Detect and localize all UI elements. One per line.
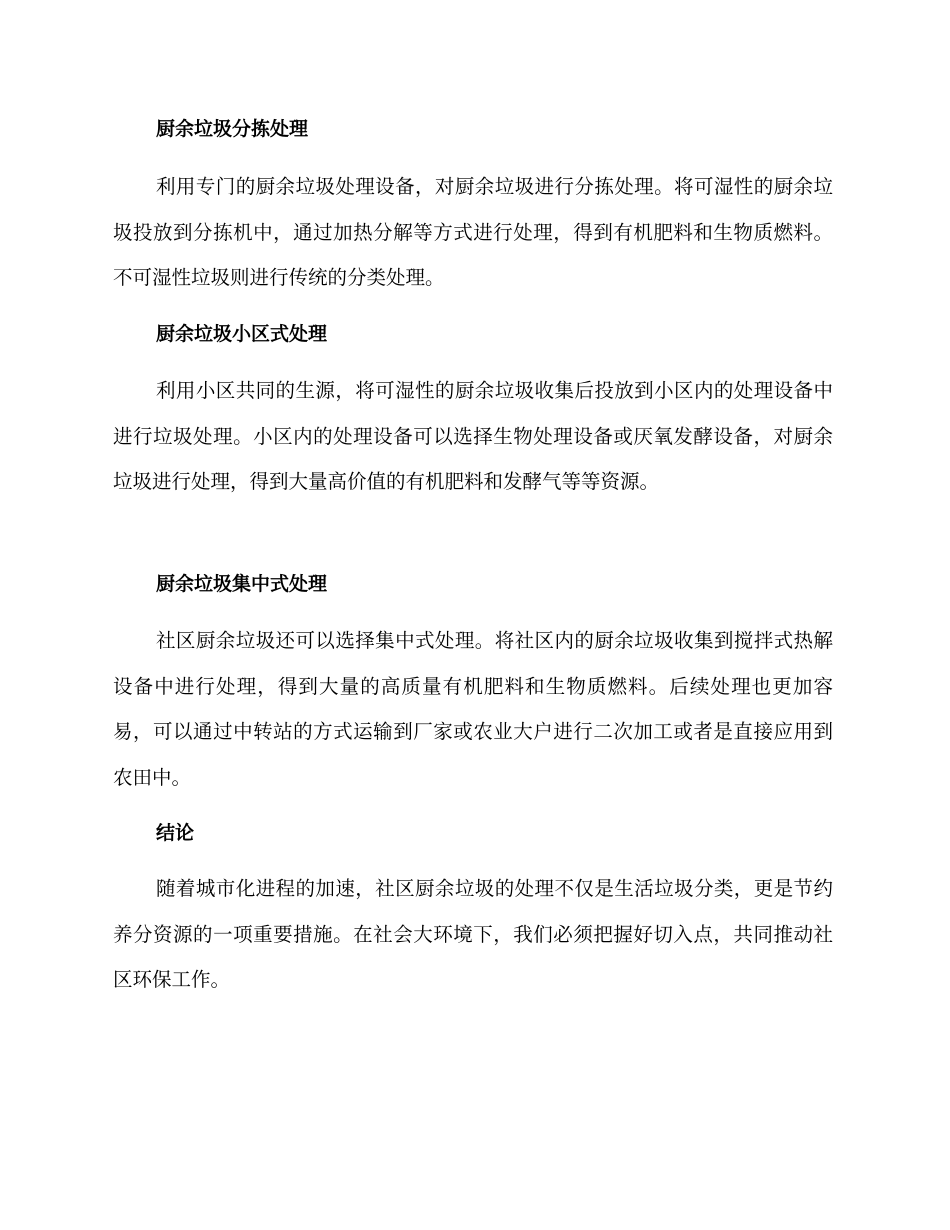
section-heading-centralized: 厨余垃圾集中式处理 xyxy=(156,573,328,595)
section-heading-community: 厨余垃圾小区式处理 xyxy=(156,323,328,345)
section-paragraph-centralized: 社区厨余垃圾还可以选择集中式处理。将社区内的厨余垃圾收集到搅拌式热解设备中进行处理，得到大量的高质量有机肥料和生物质燃料。后续处理也更加容易，可以通过中转站的方式运输到厂家或农业大户进行二次加工或者是直接应用到农田中。 xyxy=(113,629,833,789)
section-heading-conclusion: 结论 xyxy=(156,822,195,844)
section-paragraph-community: 利用小区共同的生源，将可湿性的厨余垃圾收集后投放到小区内的处理设备中进行垃圾处理。小区内的处理设备可以选择生物处理设备或厌氧发酵设备，对厨余垃圾进行处理，得到大量高价值的有机肥料和发酵气等等资源。 xyxy=(113,379,833,493)
section-heading-sorting: 厨余垃圾分拣处理 xyxy=(156,118,309,140)
section-paragraph-conclusion: 随着城市化进程的加速，社区厨余垃圾的处理不仅是生活垃圾分类，更是节约养分资源的一项重要措施。在社会大环境下，我们必须把握好切入点，共同推动社区环保工作。 xyxy=(113,877,833,991)
section-paragraph-sorting: 利用专门的厨余垃圾处理设备，对厨余垃圾进行分拣处理。将可湿性的厨余垃圾投放到分拣机中，通过加热分解等方式进行处理，得到有机肥料和生物质燃料。不可湿性垃圾则进行传统的分类处理。 xyxy=(113,175,833,289)
